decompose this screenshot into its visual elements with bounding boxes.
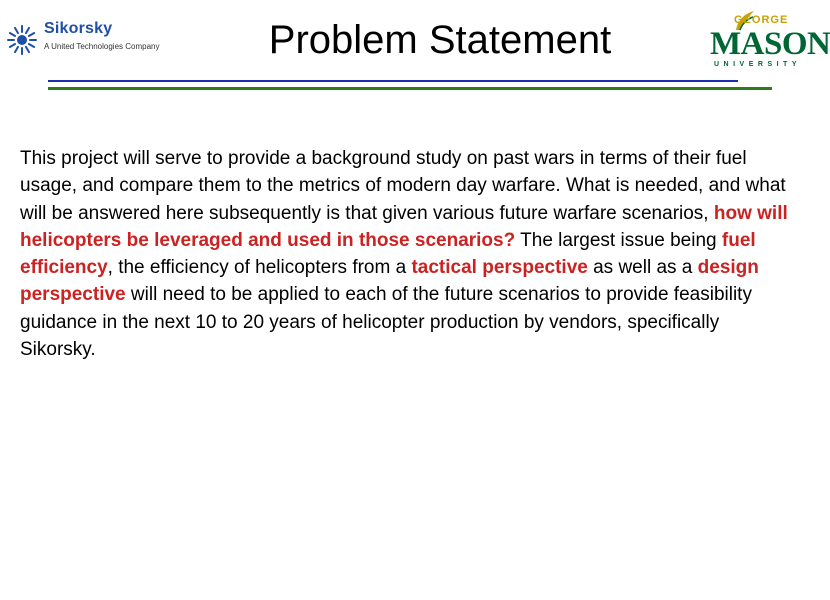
logo-university: UNIVERSITY [714,61,802,68]
sikorsky-logo [6,18,160,58]
text-segment: The largest issue being [515,229,722,251]
highlight-design-perspective: design perspective [20,257,759,306]
sikorsky-wordmark: Sikorsky [44,20,113,37]
text-segment: This project will serve to provide a background study on past wars in terms of their fuel usage, and compare them to the metrics of modern day warfare. What is needed, and what will be answered here subsequently is that given various future warfare scenarios, [20,148,786,224]
highlight-fuel-efficiency: fuel efficiency [20,229,756,279]
slide-title: Problem Statement [268,18,612,62]
sikorsky-emblem-icon [6,24,38,56]
logo-george: GEORGE [734,14,789,26]
highlight-how-will-helicopters: how will helicopters be leveraged and used in those scenarios? [20,202,788,251]
divider-green [48,87,772,90]
sikorsky-tagline: A United Technologies Company [44,42,160,51]
highlight-tactical-perspective: tactical perspective [411,257,588,279]
text-segment: , the efficiency of helicopters from a [107,257,412,279]
text-segment: will need to be applied to each of the future scenarios to provide feasibility guidance in the next 10 to 20 years of helicopter production by vendors, specifically Sikorsky. [20,284,752,361]
divider-blue [48,80,738,82]
text-segment: as well as a [587,257,698,279]
logo-mason: MASON [710,26,830,62]
problem-statement-paragraph [20,145,795,363]
george-mason-logo [704,8,830,72]
